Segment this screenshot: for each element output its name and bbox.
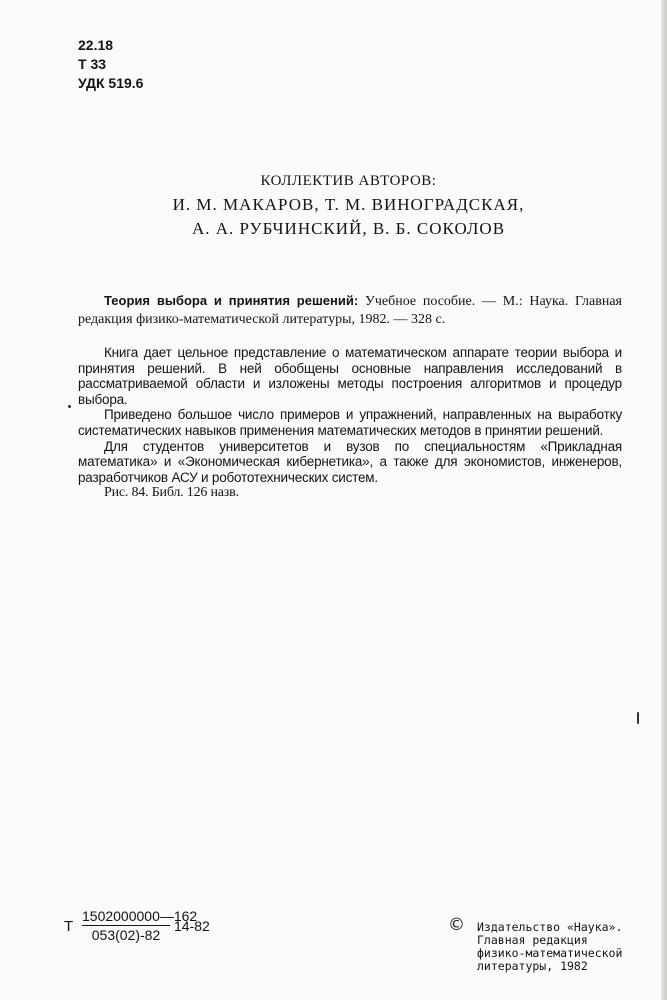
book-title: Теория выбора и принятия решений: (104, 293, 359, 308)
abstract-paragraph-3: Для студентов университетов и вузов по специальностям «Прикладная математика» и «Экономическая кибернетика», а также для экономистов, инженеров, разработчиков АСУ и робототехнических систем. (78, 438, 622, 485)
copyright-line-2: Главная редакция (477, 933, 588, 947)
copyright-line-3: физико-математической (477, 946, 623, 960)
bib-details: Учебное пособие. — М.: Наука. Главная редакция физико-математической литературы, 1982. — 328 с. (78, 294, 622, 327)
index-numerator: 1502000000—162 (82, 908, 198, 924)
index-order: 14-82 (174, 918, 210, 934)
abstract (78, 345, 622, 501)
print-speck (637, 712, 639, 724)
author-mark: Т 33 (78, 56, 107, 72)
index-letter: Т (64, 918, 74, 935)
abstract-paragraph-2: Приведено большое число примеров и упражнений, направленных на выработку систематических навыков применения математических методов в принятии решений. (78, 407, 622, 438)
authors-list (0, 193, 667, 241)
copyright-icon: © (448, 915, 465, 935)
classification-codes (78, 36, 143, 93)
abstract-paragraph-1: Книга дает цельное представление о математическом аппарате теории выбора и принятия решений. В ней обобщены основные направления исследований в рассматриваемой области и изложены методы построения алгоритмов и процедур выбора. (78, 345, 622, 407)
udc-code: УДК 519.6 (78, 75, 144, 91)
print-speck (68, 405, 71, 408)
authors-label: КОЛЛЕКТИВ АВТОРОВ: (260, 173, 437, 189)
bibliographic-record (78, 292, 622, 329)
authors-line-1: И. М. МАКАРОВ, Т. М. ВИНОГРАДСКАЯ, (172, 195, 525, 214)
index-denominator: 053(02)-82 (91, 927, 161, 943)
copyright-lines (477, 921, 657, 973)
copyright-line-1: Издательство «Наука». (477, 920, 623, 934)
page-edge-shadow (661, 0, 667, 1000)
copyright-line-4: литературы, 1982 (477, 959, 588, 973)
abstract-paragraph-4: Рис. 84. Библ. 126 назв. (104, 485, 239, 501)
authors-line-2: А. А. РУБЧИНСКИЙ, В. Б. СОКОЛОВ (191, 219, 506, 238)
bbk-code: 22.18 (78, 37, 114, 53)
